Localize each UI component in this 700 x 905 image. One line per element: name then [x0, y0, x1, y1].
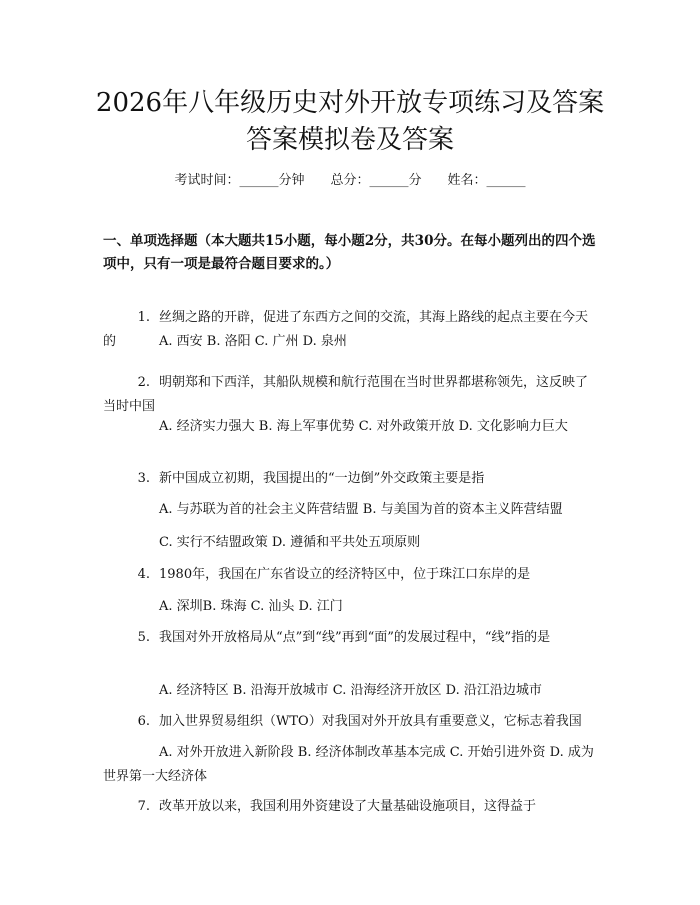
- question-3-options-row-1: A. 与苏联为首的社会主义阵营结盟 B. 与美国为首的资本主义阵营结盟: [159, 502, 563, 517]
- question-stem: 丝绸之路的开辟，促进了东西方之间的交流，其海上路线的起点主要在今天的: [103, 310, 589, 349]
- question-stem: 加入世界贸易组织（WTO）对我国对外开放具有重要意义，它标志着我国: [159, 714, 582, 729]
- question-4-options: A. 深圳B. 珠海 C. 汕头 D. 江门: [159, 599, 343, 614]
- question-stem: 明朝郑和下西洋，其船队规模和航行范围在当时世界都堪称领先，这反映了当时中国: [103, 375, 589, 414]
- student-name-field: 姓名：______: [447, 173, 526, 188]
- question-6: [103, 710, 597, 734]
- question-stem: 1980年，我国在广东省设立的经济特区中，位于珠江口东岸的是: [159, 567, 531, 582]
- question-number: 3.: [137, 471, 150, 486]
- question-number: 5.: [137, 630, 150, 645]
- exam-time-field: 考试时间：______分钟: [174, 173, 305, 188]
- section-heading: 一、单项选择题（本大题共15小题，每小题2分，共30分。在每小题列出的四个选项中，只有一项是最符合题目要求的。）: [103, 233, 596, 272]
- question-stem: 新中国成立初期，我国提出的“一边倒”外交政策主要是指: [159, 471, 485, 486]
- question-1-options: A. 西安 B. 洛阳 C. 广州 D. 泉州: [159, 334, 347, 349]
- question-number: 1.: [137, 310, 150, 325]
- question-2: [103, 371, 597, 419]
- question-number: 7.: [137, 799, 150, 814]
- question-5: [103, 626, 597, 650]
- total-score-field: 总分：______分: [330, 173, 422, 188]
- page-subtitle: 答案模拟卷及答案: [245, 125, 454, 155]
- question-6-options: A. 对外开放进入新阶段 B. 经济体制改革基本完成 C. 开始引进外资 D. 成为世界第一大经济体: [103, 745, 594, 784]
- question-2-options: A. 经济实力强大 B. 海上军事优势 C. 对外政策开放 D. 文化影响力巨大: [159, 419, 568, 434]
- question-number: 6.: [137, 714, 150, 729]
- question-5-options: A. 经济特区 B. 沿海开放城市 C. 沿海经济开放区 D. 沿江沿边城市: [159, 683, 542, 698]
- question-3: [103, 467, 597, 491]
- question-number: 2.: [137, 375, 150, 390]
- question-number: 4.: [137, 567, 150, 582]
- question-stem: 我国对外开放格局从“点”到“线”再到“面”的发展过程中，“线”指的是: [159, 630, 551, 645]
- page-title: 2026年八年级历史对外开放专项练习及答案: [95, 88, 605, 118]
- question-3-options-row-2: C. 实行不结盟政策 D. 遵循和平共处五项原则: [159, 535, 421, 550]
- exam-meta: [60, 172, 640, 190]
- question-7: [103, 795, 597, 819]
- question-stem: 改革开放以来，我国利用外资建设了大量基础设施项目，这得益于: [159, 799, 537, 814]
- question-4: [103, 563, 597, 587]
